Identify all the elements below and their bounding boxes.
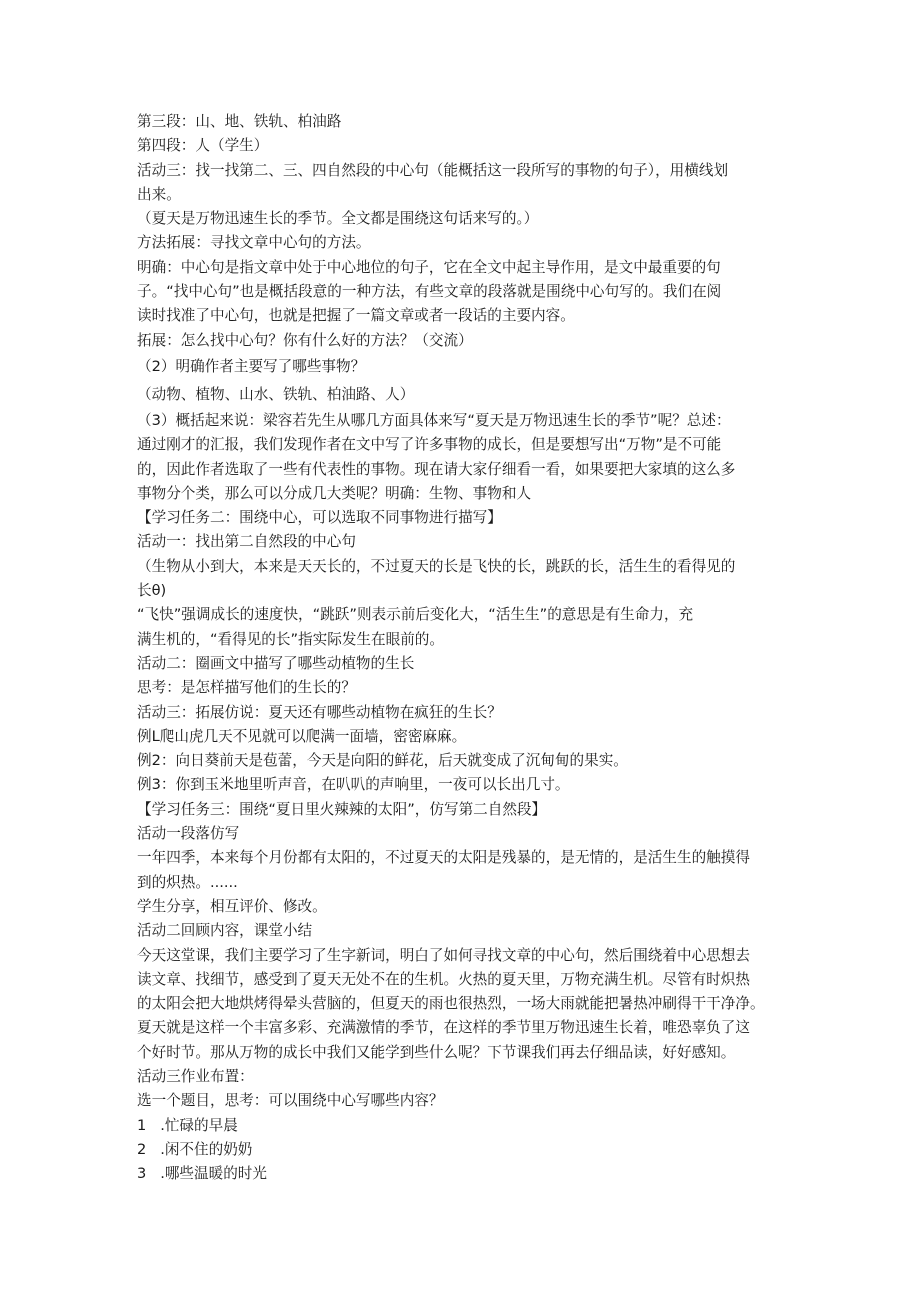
- section-heading: 【学习任务二：围绕中心，可以选取不同事物进行描写】: [137, 509, 502, 527]
- text-line: （夏天是万物迅速生长的季节。全文都是围绕这句话来写的。）: [137, 210, 539, 228]
- text-line: 选一个题目，思考：可以围绕中心写哪些内容？: [137, 1092, 444, 1110]
- text-line: （生物从小到大，本来是天天长的，不过夏天的长是飞快的长，跳跃的长，活生生的看得见的: [137, 557, 736, 575]
- text-line: （动物、植物、山水、铁轨、柏油路、人）: [137, 385, 415, 403]
- text-line: 拓展：怎么找中心句？你有什么好的方法？（交流）: [137, 331, 473, 349]
- text-line: 到的炽热。......: [137, 873, 238, 891]
- text-line: 明确：中心句是指文章中处于中心地位的句子，它在全文中起主导作用，是文中最重要的句: [137, 258, 721, 276]
- list-item: 3 .哪些温暖的时光: [137, 1165, 267, 1183]
- text-line: 活动三：找一找第二、三、四自然段的中心句（能概括这一段所写的事物的句子），用横线划: [137, 161, 729, 179]
- text-line: 的，因此作者选取了一些有代表性的事物。现在请大家仔细看一看，如果要把大家填的这么多: [137, 460, 736, 478]
- text-line: 通过刚才的汇报，我们发现作者在文中写了许多事物的成长，但是要想写出“万物”是不可能: [137, 436, 722, 454]
- text-line: （3）概括起来说：梁容若先生从哪几方面具体来写“夏天是万物迅速生长的季节”呢？总述：: [137, 411, 731, 429]
- text-line: 读时找准了中心句，也就是把握了一篇文章或者一段话的主要内容。: [137, 307, 575, 325]
- text-line: “飞快”强调成长的速度快，“跳跃”则表示前后变化大，“活生生”的意思是有生命力，充: [137, 606, 694, 624]
- text-line: 个好时节。那从万物的成长中我们又能学到些什么呢？下节课我们再去仔细品读，好好感知。: [137, 1043, 736, 1061]
- text-line: 例L爬山虎几天不见就可以爬满一面墙，密密麻麻。: [137, 727, 467, 745]
- text-line: （2）明确作者主要写了哪些事物？: [137, 357, 366, 375]
- list-item: 1 .忙碌的早晨: [137, 1116, 238, 1134]
- text-line: 学生分享，相互评价、修改。: [137, 897, 327, 915]
- text-line: 子。“找中心句”也是概括段意的一种方法，有些文章的段落就是围绕中心句写的。我们在阅: [137, 283, 722, 301]
- text-line: 例2：向日葵前天是苞蕾，今天是向阳的鲜花，后天就变成了沉甸甸的果实。: [137, 752, 628, 770]
- text-line: 夏天就是这样一个丰富多彩、充满激情的季节，在这样的季节里万物迅速生长着，唯恐辜负了这: [137, 1019, 750, 1037]
- text-line: 事物分个类，那么可以分成几大类呢？明确：生物、事物和人: [137, 484, 532, 502]
- text-line: 活动二：圈画文中描写了哪些动植物的生长: [137, 654, 415, 672]
- text-line: 活动三：拓展仿说：夏天还有哪些动植物在疯狂的生长？: [137, 703, 502, 721]
- text-line: 长θ): [137, 582, 167, 600]
- text-line: 一年四季，本来每个月份都有太阳的，不过夏天的太阳是残暴的，是无情的，是活生生的触摸得: [137, 849, 750, 867]
- text-line: 方法拓展：寻找文章中心句的方法。: [137, 234, 371, 252]
- section-heading: 【学习任务三：围绕“夏日里火辣辣的太阳”，仿写第二自然段】: [137, 800, 547, 818]
- text-line: 出来。: [137, 185, 181, 203]
- text-line: 例3：你到玉米地里听声音，在叭叭的声响里，一夜可以长出几寸。: [137, 776, 570, 794]
- text-line: 今天这堂课，我们主要学习了生字新词，明白了如何寻找文章的中心句，然后围绕着中心思想去: [137, 946, 750, 964]
- text-line: 活动一：找出第二自然段的中心句: [137, 533, 356, 551]
- text-line: 第三段：山、地、铁轨、柏油路: [137, 113, 342, 130]
- text-line: 思考：是怎样描写他们的生长的？: [137, 679, 356, 697]
- document-body: [137, 110, 787, 1186]
- text-line: 满生机的，“看得见的长”指实际发生在眼前的。: [137, 630, 444, 648]
- text-line: 活动三作业布置：: [137, 1067, 254, 1085]
- text-line: 活动一段落仿写: [137, 825, 240, 843]
- text-line: 活动二回顾内容，课堂小结: [137, 922, 313, 940]
- text-line: 读文章、找细节，感受到了夏天无处不在的生机。火热的夏天里，万物充满生机。尽管有时炽热: [137, 970, 750, 988]
- text-line: 的太阳会把大地烘烤得晕头营脑的，但夏天的雨也很热烈，一场大雨就能把暑热冲刷得干干净净。: [137, 995, 765, 1013]
- text-line: 第四段：人（学生）: [137, 137, 269, 155]
- list-item: 2 .闲不住的奶奶: [137, 1140, 253, 1158]
